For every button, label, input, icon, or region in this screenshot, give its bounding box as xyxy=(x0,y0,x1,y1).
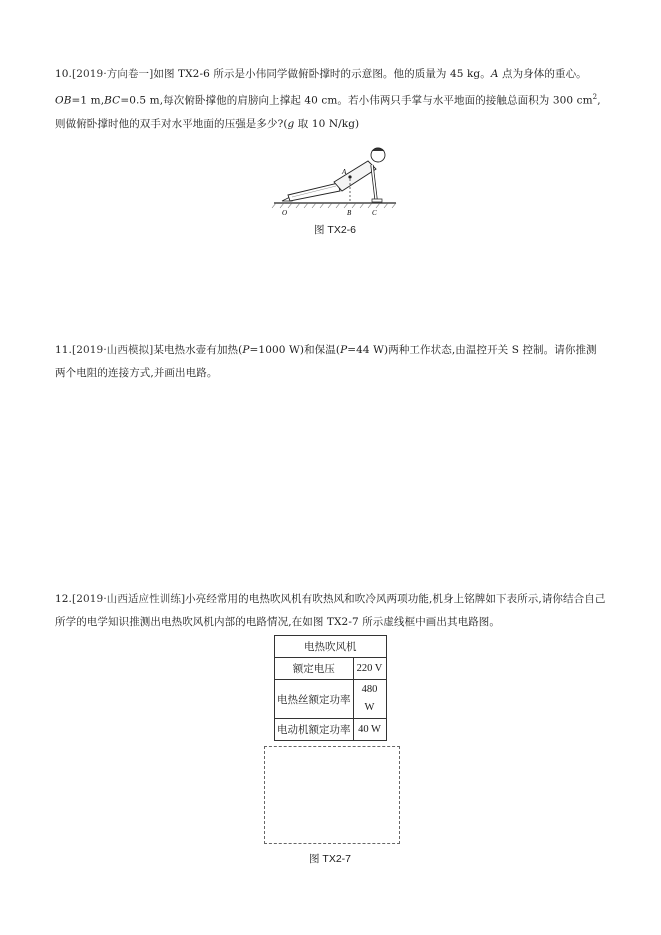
variable-p: P xyxy=(340,344,348,356)
variable-ob: OB xyxy=(55,94,72,107)
question-text: =0.5 m,每次俯卧撑他的肩膀向上撑起 40 cm。若小伟两只手掌与水平地面的接触总面积为 300 cm xyxy=(120,94,593,107)
torso xyxy=(334,161,376,191)
table-title: 电热吹风机 xyxy=(275,636,387,658)
label-b: B xyxy=(347,209,352,217)
label-c: C xyxy=(372,209,377,217)
question-text: 如图 TX2-6 所示是小伟同学做俯卧撑时的示意图。他的质量为 45 kg。 xyxy=(153,68,491,80)
question-12 xyxy=(55,588,607,634)
table-row xyxy=(275,680,387,719)
question-10 xyxy=(55,63,607,136)
question-source: [2019·方向卷一] xyxy=(72,68,154,80)
pushup-figure xyxy=(268,133,400,221)
figure-caption-tx2-7: 图 TX2-7 xyxy=(308,853,351,865)
label-o: O xyxy=(282,209,288,217)
table-row xyxy=(275,719,387,741)
table-title-row xyxy=(275,636,387,658)
variable-a: A xyxy=(490,68,499,80)
hand xyxy=(372,199,382,202)
ground-hatching xyxy=(272,203,396,208)
row-value: 480 W xyxy=(353,680,386,719)
row-label: 电热丝额定功率 xyxy=(275,680,354,719)
nameplate-table xyxy=(274,635,387,741)
question-text: =1000 W)和保温( xyxy=(249,344,341,356)
question-11 xyxy=(55,339,607,385)
question-text: 点为身体的重心。 xyxy=(498,68,587,80)
row-value: 40 W xyxy=(353,719,386,741)
row-value: 220 V xyxy=(353,658,386,680)
row-label: 电动机额定功率 xyxy=(275,719,354,741)
question-text: =1 m, xyxy=(71,94,105,107)
label-a: A xyxy=(342,168,347,176)
question-number: 12. xyxy=(55,593,72,605)
superscript: 2 xyxy=(592,93,598,101)
question-number: 11. xyxy=(55,344,72,356)
question-source: [2019·山西模拟] xyxy=(72,344,154,356)
circuit-answer-box[interactable] xyxy=(264,746,400,844)
variable-g: g xyxy=(287,117,295,130)
table-row xyxy=(275,658,387,680)
question-text: ,则做俯卧撑时他的双手对水平地面的压强是多少?( xyxy=(55,94,601,130)
hair xyxy=(372,148,384,151)
variable-p: P xyxy=(242,344,250,356)
question-text: =44 W)两种工作状态,由温控开关 S 控制。请你推测两个电阻的连接方式,并画出电路。 xyxy=(55,344,597,379)
question-number: 10. xyxy=(55,68,72,80)
question-source: [2019·山西适应性训练] xyxy=(72,593,186,605)
question-text: 某电热水壶有加热( xyxy=(153,344,243,356)
variable-bc: BC xyxy=(104,94,121,107)
question-text: 取 10 N/kg) xyxy=(294,117,360,130)
row-label: 额定电压 xyxy=(275,658,354,680)
legs xyxy=(288,183,340,201)
centre-of-gravity-point xyxy=(348,175,351,178)
figure-caption-tx2-6: 图 TX2-6 xyxy=(313,224,356,236)
question-text: 小亮经常用的电热吹风机有吹热风和吹冷风两项功能,机身上铭牌如下表所示,请你结合自己所学的电学知识推测出电热吹风机内部的电路情况,在如图 TX2-7 所示虚线框中画出其电路图。 xyxy=(55,593,606,628)
